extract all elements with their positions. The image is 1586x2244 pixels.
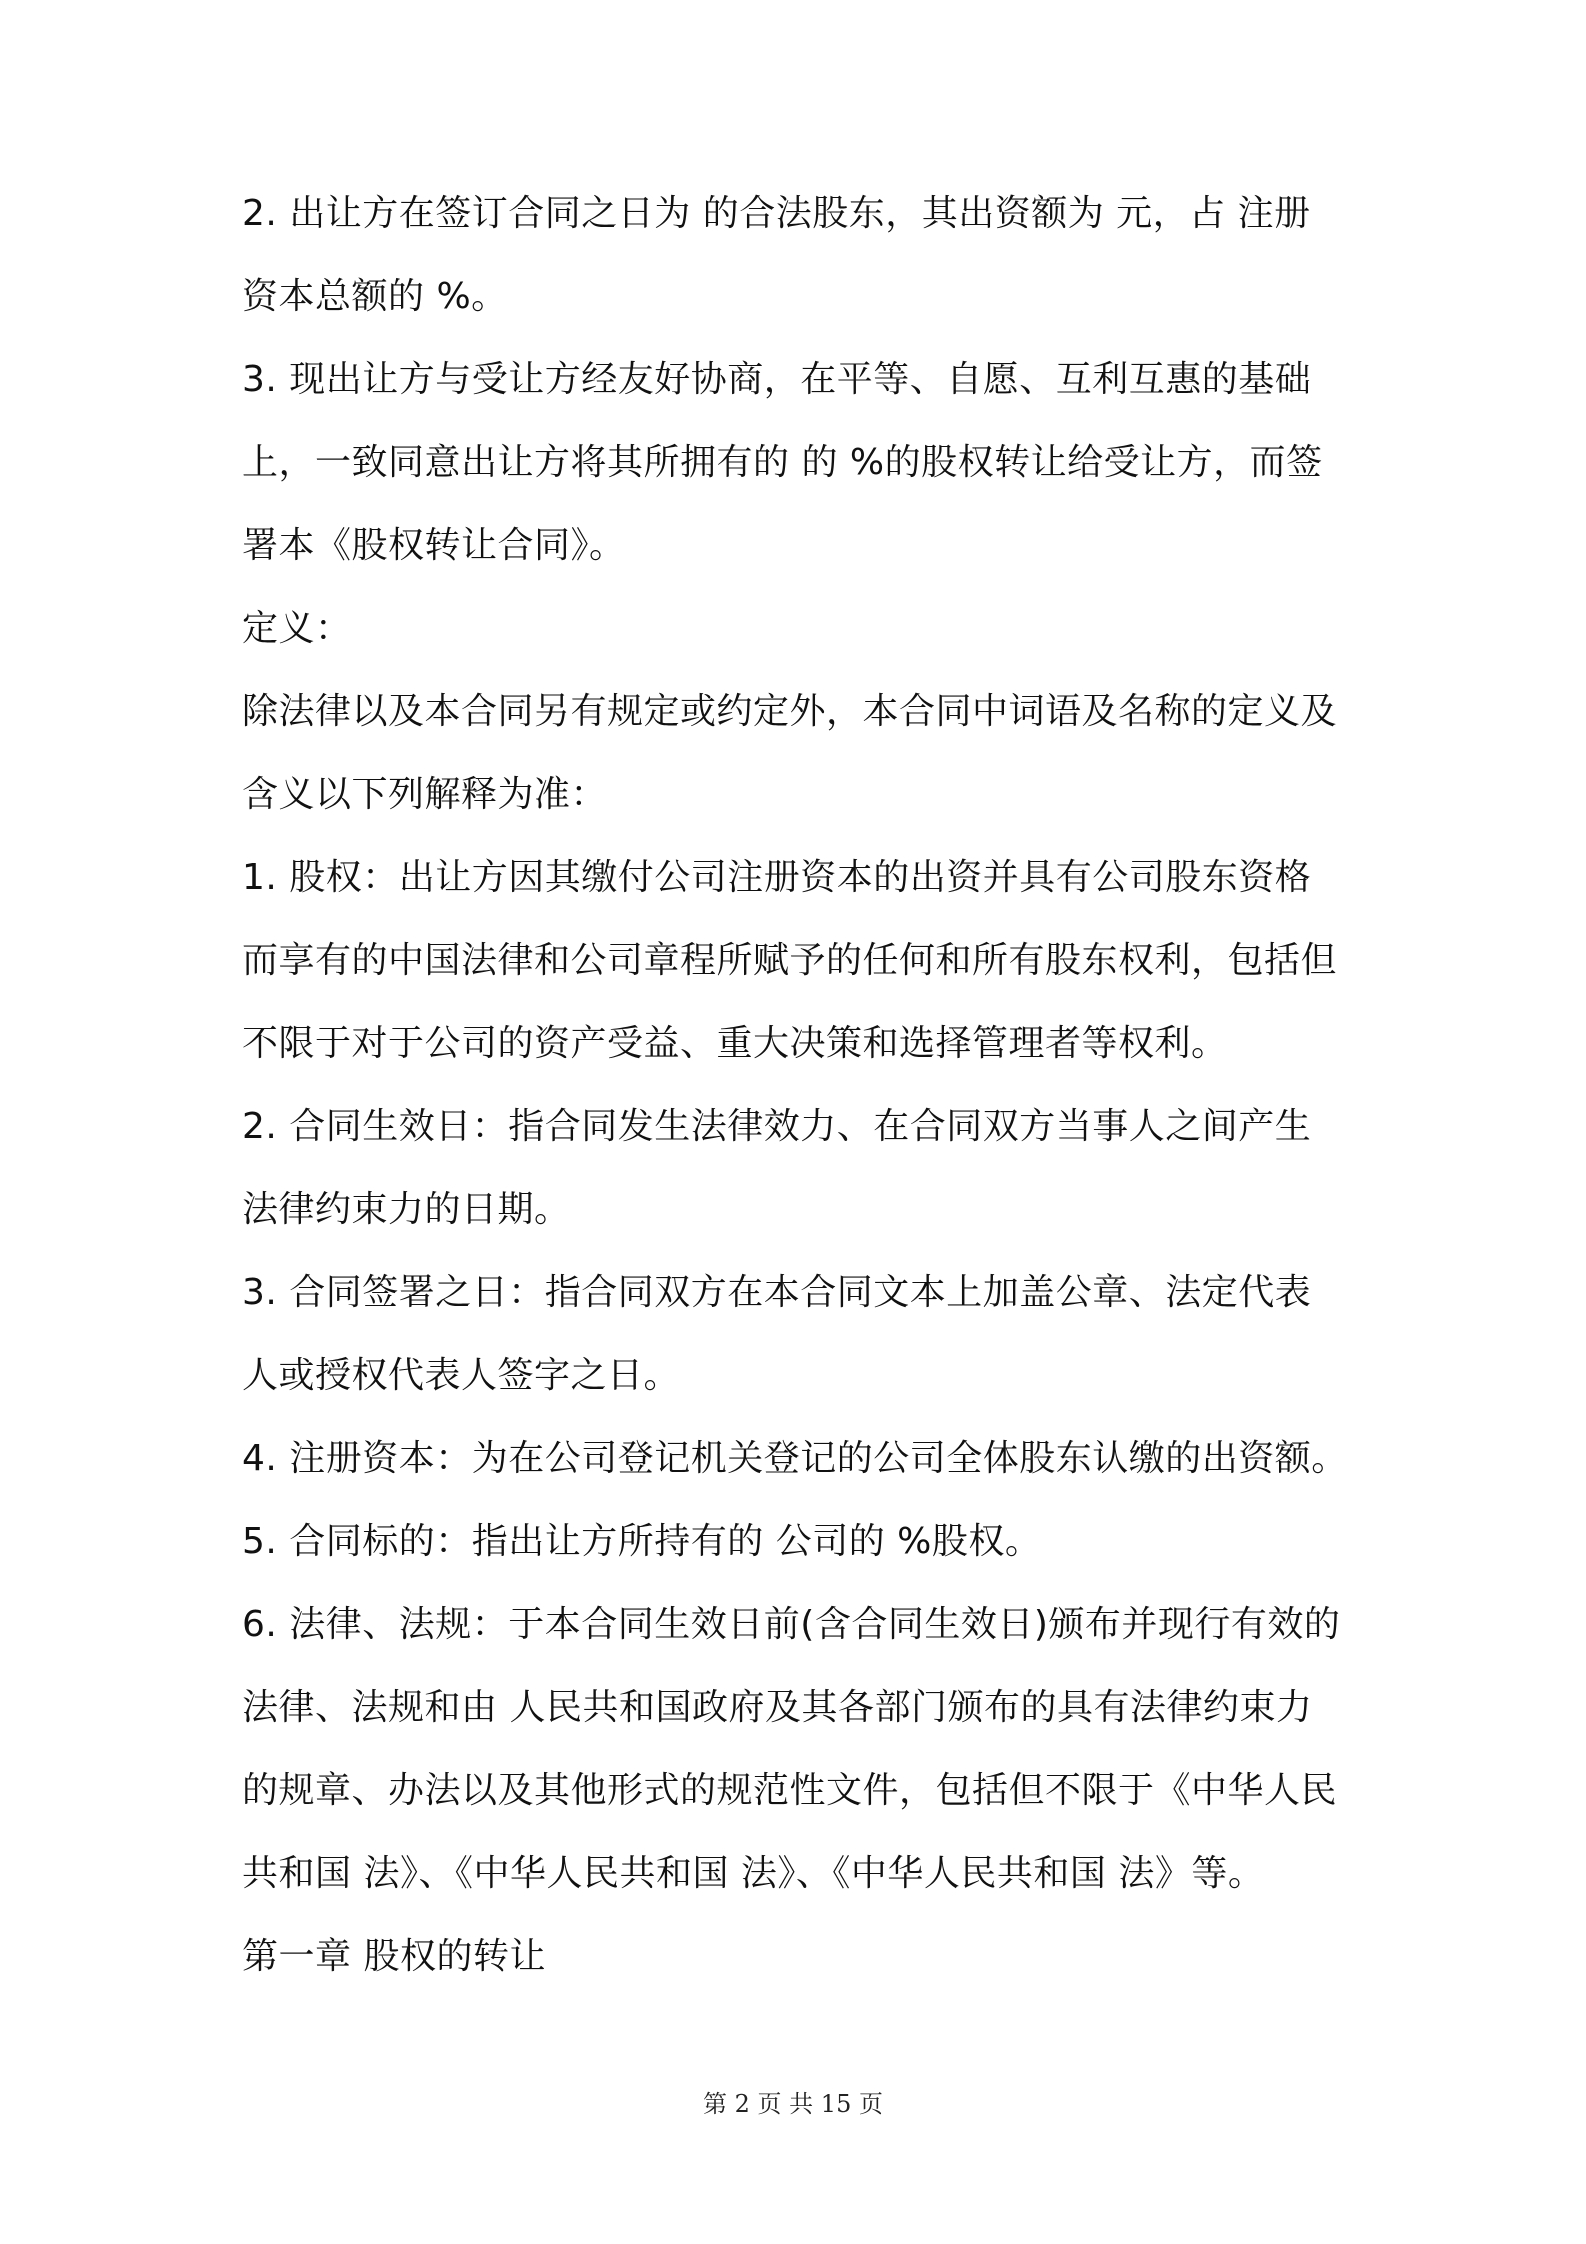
chapter-heading: 第一章 股权的转让 bbox=[242, 1936, 546, 1977]
text-line: 4. 注册资本：为在公司登记机关登记的公司全体股东认缴的出资额。 bbox=[242, 1438, 1348, 1479]
text-line: 的规章、办法以及其他形式的规范性文件，包括但不限于《中华人民 bbox=[242, 1770, 1338, 1811]
text-line: 法律、法规和由 人民共和国政府及其各部门颁布的具有法律约束力 bbox=[242, 1687, 1313, 1728]
text-line: 2. 出让方在签订合同之日为 的合法股东，其出资额为 元，占 注册 bbox=[242, 193, 1311, 234]
text-line: 而享有的中国法律和公司章程所赋予的任何和所有股东权利，包括但 bbox=[242, 940, 1338, 981]
text-line: 法律约束力的日期。 bbox=[242, 1189, 571, 1230]
text-line: 共和国 法》、《中华人民共和国 法》、《中华人民共和国 法》等。 bbox=[242, 1853, 1265, 1894]
text-line: 3. 合同签署之日：指合同双方在本合同文本上加盖公章、法定代表 bbox=[242, 1272, 1312, 1313]
page-number-footer: 第 2 页 共 15 页 bbox=[703, 2090, 883, 2118]
text-line: 1. 股权：出让方因其缴付公司注册资本的出资并具有公司股东资格 bbox=[242, 857, 1312, 898]
text-line: 2. 合同生效日：指合同发生法律效力、在合同双方当事人之间产生 bbox=[242, 1106, 1312, 1147]
text-line: 含义以下列解释为准： bbox=[242, 774, 608, 815]
text-line: 除法律以及本合同另有规定或约定外，本合同中词语及名称的定义及 bbox=[242, 691, 1338, 732]
text-line: 3. 现出让方与受让方经友好协商，在平等、自愿、互利互惠的基础 bbox=[242, 359, 1312, 400]
text-line: 6. 法律、法规：于本合同生效日前(含合同生效日)颁布并现行有效的 bbox=[242, 1604, 1341, 1645]
text-line: 5. 合同标的：指出让方所持有的 公司的 %股权。 bbox=[242, 1521, 1042, 1562]
text-line: 署本《股权转让合同》。 bbox=[242, 525, 626, 566]
text-line: 不限于对于公司的资产受益、重大决策和选择管理者等权利。 bbox=[242, 1023, 1228, 1064]
text-line: 资本总额的 %。 bbox=[242, 276, 508, 317]
text-line: 人或授权代表人签字之日。 bbox=[242, 1355, 681, 1396]
text-line: 上，一致同意出让方将其所拥有的 的 %的股权转让给受让方，而签 bbox=[242, 442, 1323, 483]
section-heading: 定义： bbox=[242, 608, 352, 649]
